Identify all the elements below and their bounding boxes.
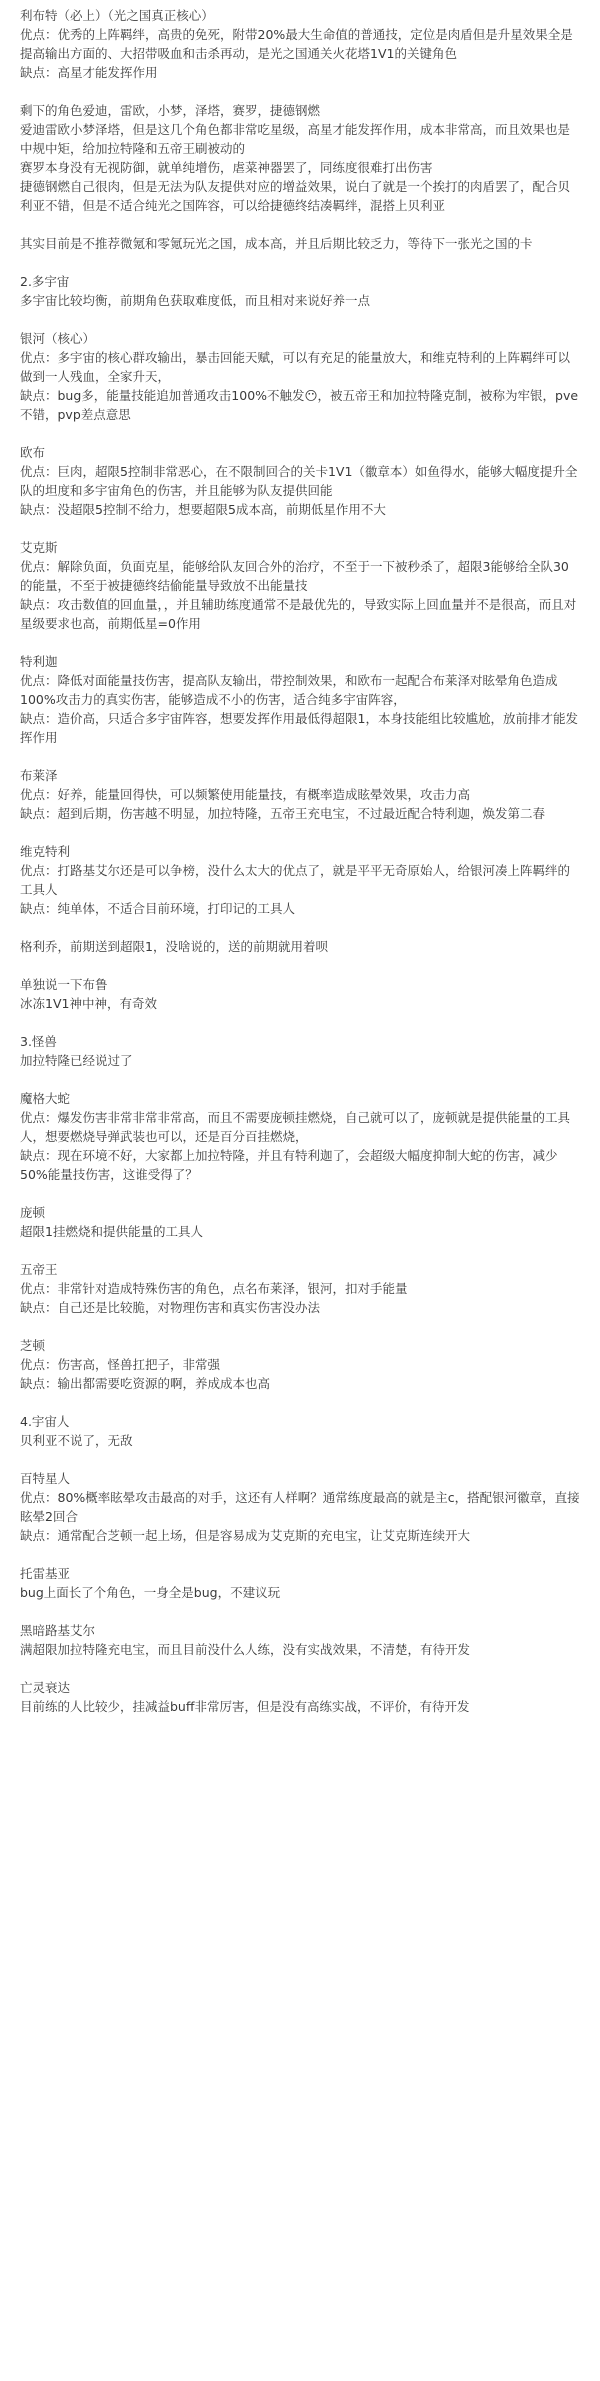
text-line: bug上面长了个角色，一身全是bug，不建议玩 [20, 1585, 281, 1600]
text-line: 维克特利 [20, 844, 71, 859]
text-line: 4.宇宙人 [20, 1414, 70, 1429]
paragraph-gap [20, 1450, 580, 1469]
text-line: 艾克斯 [20, 540, 58, 555]
paragraph-gap [20, 1602, 580, 1621]
text-line: 庞顿 [20, 1205, 46, 1220]
text-line: 格利乔，前期送到超限1，没啥说的，送的前期就用着呗 [20, 939, 328, 954]
text-line: 优点：解除负面，负面克星，能够给队友回合外的治疗，不至于一下被秒杀了，超限3能够给全队30的能量，不至于被捷德终结偷能量导致放不出能量技 [20, 559, 569, 593]
text-line: 超限1挂燃烧和提供能量的工具人 [20, 1224, 203, 1239]
text-line: 百特星人 [20, 1471, 71, 1486]
text-line: 优点：降低对面能量技伤害，提高队友输出，带控制效果，和欧布一起配合布莱泽对眩晕角色造成100%攻击力的真实伤害，能够造成不小的伤害，适合纯多宇宙阵容， [20, 673, 558, 707]
text-line: 贝利亚不说了，无敌 [20, 1433, 133, 1448]
paragraph-gap [20, 519, 580, 538]
text-line: 缺点：自己还是比较脆，对物理伤害和真实伤害没办法 [20, 1300, 321, 1315]
paragraph-gap [20, 1184, 580, 1203]
text-line: 银河（核心） [20, 331, 96, 346]
text-line: 优点：巨肉，超限5控制非常恶心，在不限制回合的关卡1V1（徽章本）如鱼得水，能够大幅度提升全队的坦度和多宇宙角色的伤害，并且能够为队友提供回能 [20, 464, 578, 498]
text-line: 缺点：纯单体，不适合目前环境，打印记的工具人 [20, 901, 296, 916]
text-line: 2.多宇宙 [20, 274, 70, 289]
text-line: 亡灵衰达 [20, 1680, 71, 1695]
text-line: 利布特（必上）（光之国真正核心） [20, 8, 214, 23]
text-line: 缺点：造价高，只适合多宇宙阵容，想要发挥作用最低得超限1，本身技能组比较尴尬，放前排才能发挥作用 [20, 711, 578, 745]
text-line: 缺点：攻击数值的回血量，，并且辅助练度通常不是最优先的，导致实际上回血量并不是很高，而且对星级要求也高，前期低星=0作用 [20, 597, 577, 631]
text-line: 多宇宙比较均衡，前期角色获取难度低，而且相对来说好养一点 [20, 293, 371, 308]
paragraph-gap [20, 747, 580, 766]
paragraph-gap [20, 1317, 580, 1336]
text-line: 加拉特隆已经说过了 [20, 1053, 133, 1068]
text-line: 目前练的人比较少，挂减益buff非常厉害，但是没有高练实战，不评价，有待开发 [20, 1699, 470, 1714]
text-line: 冰冻1V1神中神，有奇效 [20, 996, 157, 1011]
paragraph-gap [20, 310, 580, 329]
paragraph-gap [20, 253, 580, 272]
paragraph-gap [20, 424, 580, 443]
text-line: 芝顿 [20, 1338, 46, 1353]
paragraph-gap [20, 1013, 580, 1032]
text-line: 缺点：现在环境不好，大家都上加拉特隆，并且有特利迦了，会超级大幅度抑制大蛇的伤害，减少50%能量技伤害，这谁受得了？ [20, 1148, 558, 1182]
paragraph-gap [20, 1659, 580, 1678]
text-line: 缺点：通常配合芝顿一起上场，但是容易成为艾克斯的充电宝，让艾克斯连续开大 [20, 1528, 471, 1543]
text-line: 缺点：输出都需要吃资源的啊，养成成本也高 [20, 1376, 271, 1391]
text-line: 缺点：没超限5控制不给力，想要超限5成本高，前期低星作用不大 [20, 502, 386, 517]
text-line: 欧布 [20, 445, 46, 460]
text-line: 优点：优秀的上阵羁绊，高贵的免死，附带20%最大生命值的普通技，定位是肉盾但是升星效果全是提高输出方面的、大招带吸血和击杀再动，是光之国通关火花塔1V1的关键角色 [20, 27, 573, 61]
text-line: 优点：多宇宙的核心群攻输出，暴击回能天赋，可以有充足的能量放大，和维克特利的上阵羁绊可以做到一人残血，全家升天， [20, 350, 571, 384]
text-line: 缺点：bug多，能量技能追加普通攻击100%不触发😶，被五帝王和加拉特隆克制，被称为牢银，pve不错，pvp差点意思 [20, 388, 579, 422]
text-line: 赛罗本身没有无视防御，就单纯增伤，虐菜神器罢了，同练度很难打出伤害 [20, 160, 433, 175]
text-line: 黑暗路基艾尔 [20, 1623, 96, 1638]
paragraph-gap [20, 1070, 580, 1089]
paragraph-gap [20, 1393, 580, 1412]
paragraph-gap [20, 1241, 580, 1260]
paragraph-gap [20, 82, 580, 101]
text-line: 捷德钢燃自己很肉，但是无法为队友提供对应的增益效果，说白了就是一个挨打的肉盾罢了，配合贝利亚不错，但是不适合纯光之国阵容，可以给捷德终结凑羁绊，混搭上贝利亚 [20, 179, 571, 213]
text-line: 爱迪雷欧小梦泽塔，但是这几个角色都非常吃星级，高星才能发挥作用，成本非常高，而且效果也是中规中矩，给加拉特隆和五帝王刷被动的 [20, 122, 571, 156]
paragraph-gap [20, 1545, 580, 1564]
text-line: 布莱泽 [20, 768, 58, 783]
text-line: 托雷基亚 [20, 1566, 71, 1581]
text-line: 单独说一下布鲁 [20, 977, 108, 992]
text-line: 特利迦 [20, 654, 58, 669]
paragraph-gap [20, 215, 580, 234]
text-line: 优点：伤害高，怪兽扛把子，非常强 [20, 1357, 221, 1372]
text-line: 3.怪兽 [20, 1034, 57, 1049]
text-line: 魔格大蛇 [20, 1091, 71, 1106]
text-line: 其实目前是不推荐微氪和零氪玩光之国，成本高，并且后期比较乏力，等待下一张光之国的卡 [20, 236, 533, 251]
text-line: 优点：80%概率眩晕攻击最高的对手，这还有人样啊？通常练度最高的就是主c，搭配银河徽章，直接眩晕2回合 [20, 1490, 580, 1524]
text-line: 剩下的角色爱迪，雷欧，小梦，泽塔，赛罗，捷德钢燃 [20, 103, 321, 118]
text-line: 优点：好养，能量回得快，可以频繁使用能量技，有概率造成眩晕效果，攻击力高 [20, 787, 471, 802]
text-line: 优点：非常针对造成特殊伤害的角色，点名布莱泽，银河，扣对手能量 [20, 1281, 408, 1296]
text-line: 优点：打路基艾尔还是可以争榜，没什么太大的优点了，就是平平无奇原始人，给银河凑上阵羁绊的工具人 [20, 863, 571, 897]
text-line: 五帝王 [20, 1262, 58, 1277]
paragraph-gap [20, 918, 580, 937]
paragraph-gap [20, 823, 580, 842]
text-line: 优点：爆发伤害非常非常非常高，而且不需要庞顿挂燃烧，自己就可以了，庞顿就是提供能量的工具人，想要燃烧导弹武装也可以，还是百分百挂燃烧， [20, 1110, 571, 1144]
text-line: 缺点：高星才能发挥作用 [20, 65, 158, 80]
paragraph-gap [20, 633, 580, 652]
paragraph-gap [20, 956, 580, 975]
text-line: 满超限加拉特隆充电宝，而且目前没什么人练，没有实战效果，不清楚，有待开发 [20, 1642, 471, 1657]
text-line: 缺点：超到后期，伤害越不明显，加拉特隆，五帝王充电宝，不过最近配合特利迦，焕发第二春 [20, 806, 546, 821]
